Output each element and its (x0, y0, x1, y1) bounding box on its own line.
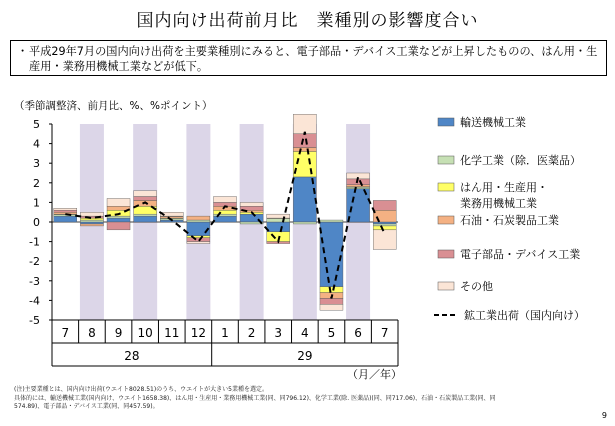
legend-label: 電子部品・デバイス工業 (460, 248, 581, 261)
bar-segment (80, 212, 103, 216)
y-tick-label: -4 (29, 294, 40, 308)
bar-segment (134, 214, 157, 216)
x-tick-label: 5 (327, 326, 336, 340)
x-tick-label: 6 (354, 326, 362, 340)
x-tick-label: 7 (380, 326, 389, 340)
legend-label: 化学工業（除．医薬品） (460, 154, 581, 167)
x-unit-label: （月／年） (347, 368, 402, 381)
bar-segment (320, 220, 343, 222)
bar-segment (267, 214, 290, 218)
legend-label: 鉱工業出荷（国内向け） (464, 309, 585, 322)
bar-segment (373, 222, 396, 224)
bar-segment (293, 151, 316, 176)
bar-segment (107, 198, 130, 206)
x-tick-label: 12 (190, 326, 207, 340)
bar-segment (107, 218, 130, 222)
bar-segment (240, 202, 263, 206)
bar-segment (214, 210, 237, 214)
y-tick-label: 3 (33, 157, 40, 171)
bar-segment (107, 222, 130, 230)
x-tick-label: 11 (164, 326, 180, 340)
x-tick-label: 7 (61, 326, 70, 340)
bar-segment (187, 242, 210, 244)
legend-swatch (438, 250, 454, 258)
bar-segment (293, 148, 316, 152)
bar-segment (187, 238, 210, 242)
y-tick-label: 2 (33, 176, 40, 190)
y-tick-label: 4 (33, 137, 40, 151)
bar-segment (214, 216, 237, 222)
x-tick-label: 3 (274, 326, 283, 340)
bar-segment (80, 218, 103, 220)
bar-segment (80, 222, 103, 224)
legend-label: 業務用機械工業 (460, 197, 537, 210)
footnote-line-3: 574.89)、電子部品・デバイス工業(同、同457.59)。 (14, 403, 159, 410)
summary-text: 平成29年7月の国内向け出荷を主要業種別にみると、電子部品・デバイス工業などが上昇したものの、はん用・生産用・業務用機械工業などが低下。 (29, 45, 598, 73)
legend-swatch (438, 118, 454, 126)
legend-swatch (438, 282, 454, 290)
legend-label: 石油・石炭製品工業 (460, 214, 559, 227)
bar-segment (373, 224, 396, 226)
legend-swatch (438, 216, 454, 224)
bar-segment (373, 226, 396, 230)
bar-segment (373, 230, 396, 250)
bar-segment (187, 236, 210, 238)
x-tick-label: 8 (88, 326, 96, 340)
x-tick-label: 10 (137, 326, 153, 340)
bar-segment (80, 220, 103, 222)
bar-segment (267, 222, 290, 232)
bar-segment (347, 185, 370, 187)
x-tick-label: 2 (247, 326, 256, 340)
bar-segment (320, 298, 343, 304)
footnote-line-1: (注)主要業種とは、国内向け出荷(ウエイト8028.51)のうち、ウエイトが大きい5業種を選定。 (14, 386, 268, 393)
bar-segment (107, 216, 130, 218)
bar-segment (320, 304, 343, 310)
y-tick-label: -2 (29, 255, 40, 269)
units-note: （季節調整済、前月比、%、%ポイント） (14, 100, 213, 112)
footnote (14, 386, 594, 412)
year-label: 29 (297, 349, 313, 363)
bar-segment (293, 114, 316, 134)
legend-label: その他 (460, 280, 493, 293)
summary-bullet: ・ (17, 45, 29, 58)
bar-segment (293, 134, 316, 148)
y-tick-label: -1 (29, 235, 40, 249)
legend-label: はん用・生産用・ (460, 181, 548, 194)
bar-segment (134, 197, 157, 201)
legend-swatch (438, 183, 454, 191)
y-tick-label: 0 (33, 216, 40, 229)
bar-segment (134, 216, 157, 222)
bar-segment (214, 197, 237, 203)
year-label: 28 (124, 349, 140, 363)
x-tick-label: 9 (114, 326, 123, 340)
x-tick-label: 1 (221, 326, 229, 340)
page-number: 9 (601, 411, 607, 420)
y-tick-label: 1 (33, 196, 40, 210)
footnote-line-2: 具体的には、輸送機械工業(国内向け、ウエイト1658.38)、はん用・生産用・業務用機械工業(同、同796.12)、化学工業(除. 医薬品)(同、同717.06)、石油・石炭製品工業(同、同 (14, 394, 496, 402)
y-tick-label: -5 (29, 314, 40, 327)
bar-segment (80, 224, 103, 226)
bar-segment (187, 220, 210, 222)
page-title: 国内向け出荷前月比 業種別の影響度合い (136, 11, 479, 31)
legend-swatch (438, 156, 454, 164)
bar-segment (134, 191, 157, 197)
bar-segment (187, 216, 210, 220)
y-tick-label: 5 (33, 118, 40, 131)
bar-segment (293, 222, 316, 224)
bar-segment (320, 287, 343, 293)
legend-label: 輸送機械工業 (460, 116, 526, 129)
bar-segment (373, 210, 396, 222)
bar-segment (54, 212, 77, 214)
bar-segment (54, 208, 77, 210)
bar-segment (54, 210, 77, 212)
bar-segment (187, 222, 210, 236)
bar-segment (373, 200, 396, 210)
bar-segment (320, 222, 343, 287)
x-tick-label: 4 (301, 326, 309, 340)
y-tick-label: -3 (29, 274, 40, 288)
bar-segment (54, 216, 77, 222)
